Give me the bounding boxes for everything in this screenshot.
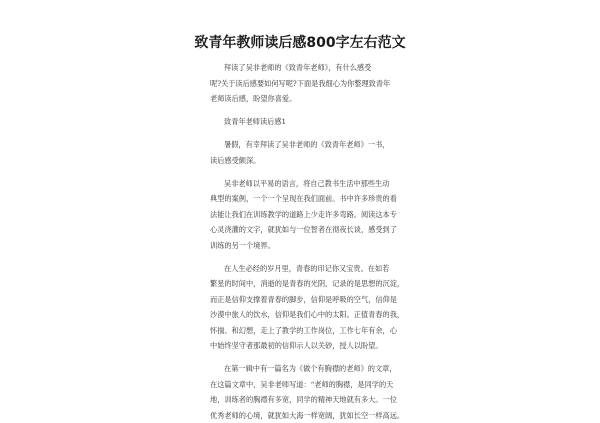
text-line: 法能让我们在训练教学的道路上少走许多弯路。阅读这本专 bbox=[210, 207, 430, 223]
document-title: 致青年教师读后感800字左右范文 bbox=[0, 34, 600, 52]
text-line: 而正是信仰支撑着青春的脚步，信仰是呼吸的空气，信仰是 bbox=[210, 292, 430, 308]
text-line: 致青年老师读后感1 bbox=[210, 114, 430, 130]
text-line: 吴非老师以平易的语言，将自己教书生活中那些生动 bbox=[210, 176, 430, 192]
paragraph-gap bbox=[210, 354, 430, 362]
text-line: 沙漠中旅人的饮水，信仰是我们心中的太阳。正值青春的我， bbox=[210, 307, 430, 323]
essay-heading bbox=[210, 114, 430, 130]
paragraph-gap bbox=[210, 253, 430, 261]
text-line: 典型的案例，一个一个呈现在我们面前。书中许多珍贵的看 bbox=[210, 191, 430, 207]
paragraph-1 bbox=[210, 137, 430, 168]
paragraph-gap bbox=[210, 130, 430, 138]
text-line: 训练的另一个境界。 bbox=[210, 238, 430, 254]
document-body bbox=[210, 60, 430, 423]
paragraph-3 bbox=[210, 261, 430, 354]
text-line: 繁星的时间中，消逝的是青春的光阴，记录的是思想的沉淀， bbox=[210, 276, 430, 292]
text-line: 在第一辑中有一篇名为《做个有胸襟的老师》的文章， bbox=[210, 361, 430, 377]
text-line: 暑假，有幸拜读了吴非老师的《致青年老师》一书， bbox=[210, 137, 430, 153]
text-line: 心灵浇灌的文字，就犹如与一位智者在彻夜长谈，感受到了 bbox=[210, 222, 430, 238]
text-line: 中始终坚守者那最初的信仰示人以关砂，授人以盼望。 bbox=[210, 338, 430, 354]
text-line: 老师读后感，盼望你喜爱。 bbox=[210, 91, 430, 107]
text-line: 在人生必经的岁月里，青春的印记你又宝贵。在如若 bbox=[210, 261, 430, 277]
paragraph-2 bbox=[210, 176, 430, 254]
text-line: 怀揣、和幻想，走上了教学的工作岗位，工作七年有余，心 bbox=[210, 323, 430, 339]
paragraph-4 bbox=[210, 361, 430, 423]
intro-paragraph bbox=[210, 60, 430, 107]
text-line: 地，训练者的胸襟有多宽，同学的精神天地就有多大。一位 bbox=[210, 392, 430, 408]
text-line: 拜读了吴非老师的《致青年老师》，有什么感受 bbox=[210, 60, 430, 76]
text-line: 优秀老师的心境，就犹如大海一样宽阔，犹如长空一样高远。 bbox=[210, 408, 430, 423]
paragraph-gap bbox=[210, 168, 430, 176]
paragraph-gap bbox=[210, 107, 430, 115]
text-line: 呢?关于读后感要如何写呢?下面是我细心为你整理致青年 bbox=[210, 76, 430, 92]
text-line: 读后感受颇深。 bbox=[210, 153, 430, 169]
text-line: 在这篇文章中，吴非老师写道：“老师的胸襟，是同学的天 bbox=[210, 377, 430, 393]
